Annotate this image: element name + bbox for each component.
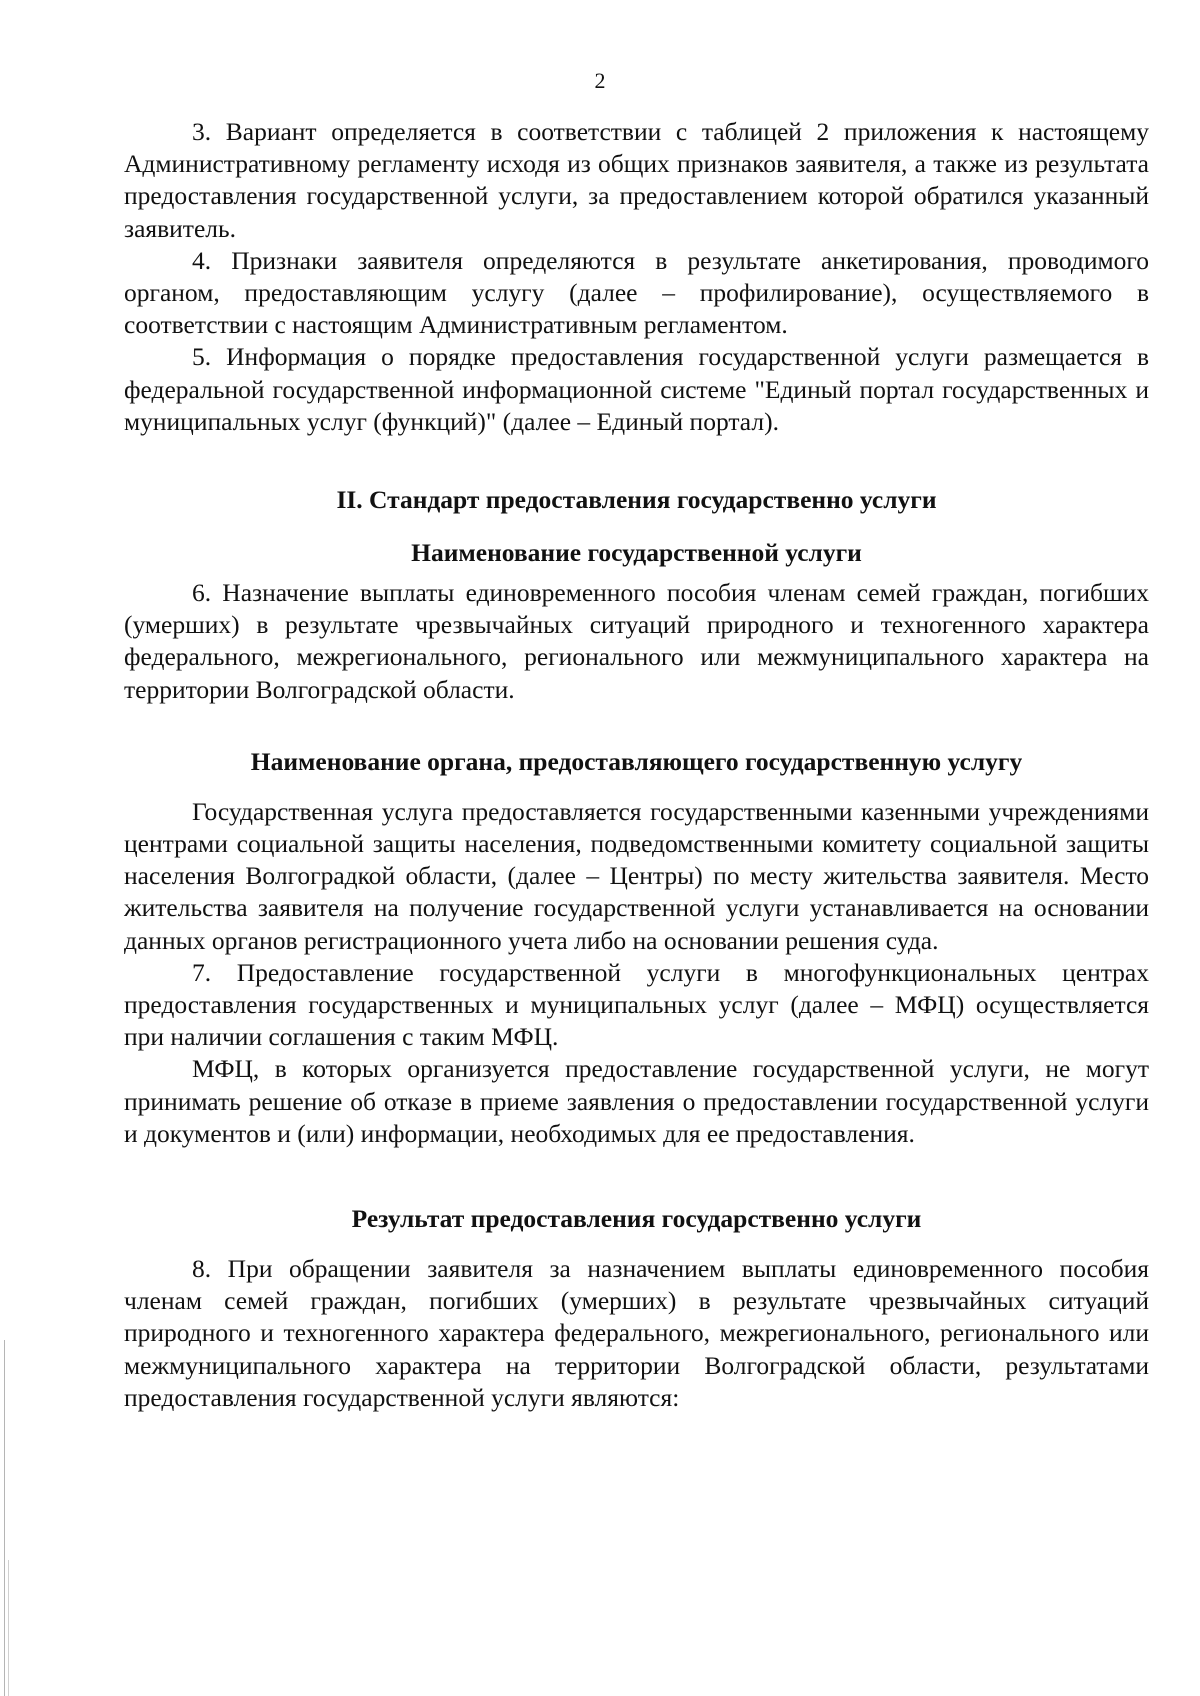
paragraph-6: 6. Назначение выплаты единовременного пособия членам семей граждан, погибших (умерших) в результате чрезвычайных ситуаций природного и техногенного характера федерального, межрегионального, регионального или межмуниципального характера на территории Волгоградской области. (124, 578, 1149, 704)
subheading-result: Результат предоставления государственно услуги (351, 1204, 922, 1234)
paragraph-mfc: МФЦ, в которых организуется предоставление государственной услуги, не могут принимать решение об отказе в приеме заявления о предоставлении государственной услуги и документов и (или) информации, необходимых для ее предоставления. (124, 1054, 1149, 1148)
paragraph-4: 4. Признаки заявителя определяются в результате анкетирования, проводимого органом, предоставляющим услугу (далее – профилирование), осуществляемого в соответствии с настоящим Административным регламентом. (124, 245, 1149, 340)
paragraph-3: 3. Вариант определяется в соответствии с таблицей 2 приложения к настоящему Административному регламенту исходя из общих признаков заявителя, а также из результата предоставления государственной услуги, за предоставлением которой обратился указанный заявитель. (124, 117, 1149, 243)
scan-edge-line-secondary (8, 1560, 9, 1696)
paragraph-organ: Государственная услуга предоставляется государственными казенными учреждениями центрами социальной защиты населения, подведомственными комитету социальной защиты населения Волгоградкой области, (далее – Центры) по месту жительства заявителя. Место жительства заявителя на получение государственной услуги устанавливается на основании данных органов регистрационного учета либо на основании решения суда. (124, 796, 1149, 955)
paragraph-5: 5. Информация о порядке предоставления государственной услуги размещается в федеральной государственной информационной системе "Единый портал государственных и муниципальных услуг (функций)" (далее – Единый портал). (124, 342, 1149, 436)
scan-edge-line (4, 1340, 5, 1696)
paragraph-8: 8. При обращении заявителя за назначением выплаты единовременного пособия членам семей граждан, погибших (умерших) в результате чрезвычайных ситуаций природного и техногенного характера федерального, межрегионального, регионального или межмуниципального характера на территории Волгоградской области, результатами предоставления государственной услуги являются: (124, 1254, 1149, 1412)
subheading-service-name: Наименование государственной услуги (411, 538, 862, 568)
section-heading-standard: II. Стандарт предоставления государственно услуги (336, 485, 937, 515)
page-number: 2 (594, 68, 606, 93)
paragraph-7: 7. Предоставление государственной услуги в многофункциональных центрах предоставления государственных и муниципальных услуг (далее – МФЦ) осуществляется при наличии соглашения с таким МФЦ. (124, 957, 1149, 1052)
subheading-organ-name: Наименование органа, предоставляющего государственную услугу (250, 746, 1023, 776)
document-body (124, 116, 1149, 1414)
